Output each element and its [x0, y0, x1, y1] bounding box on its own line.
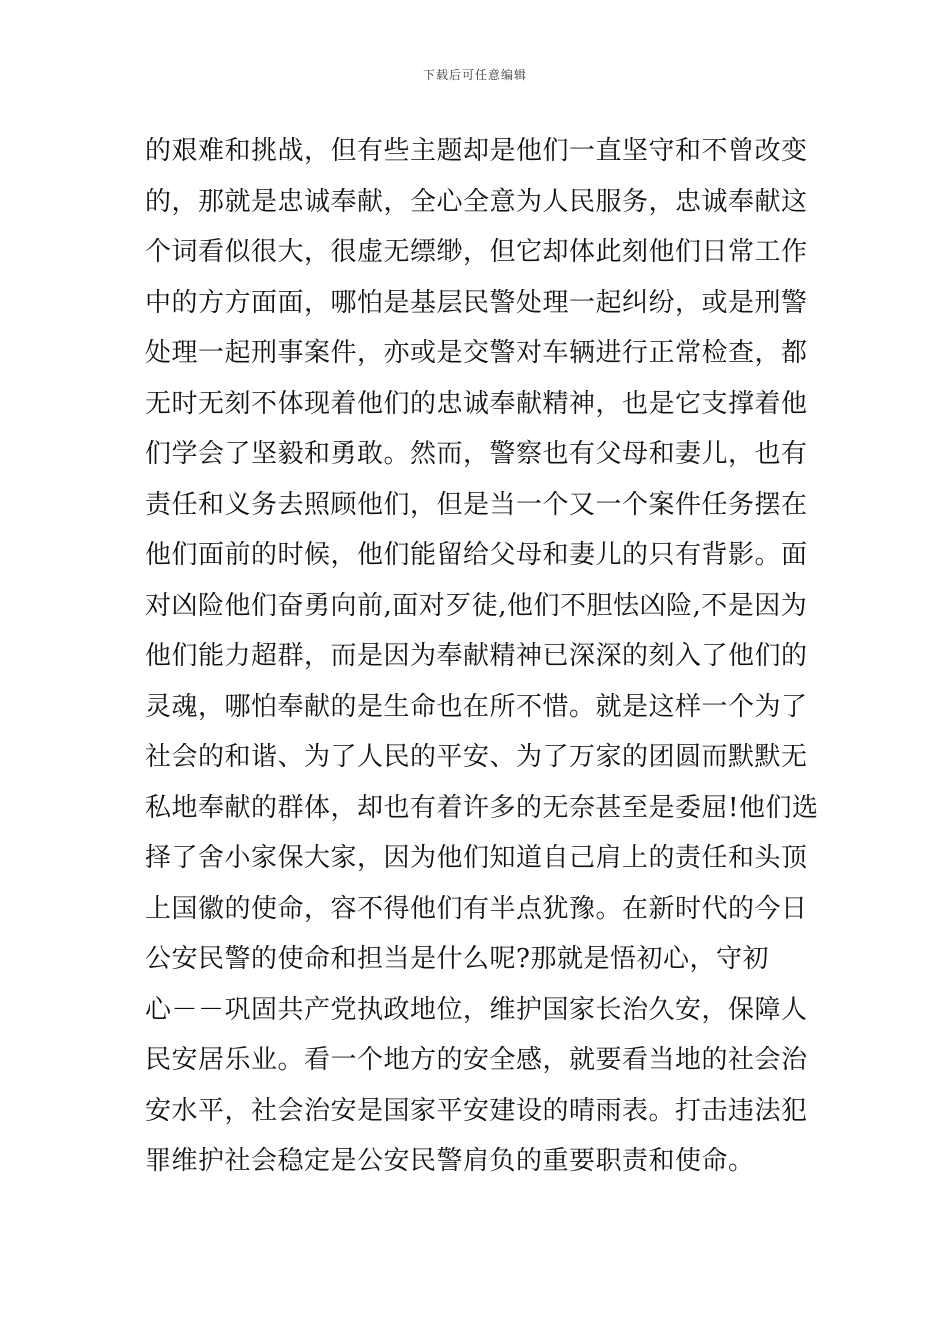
text-line: 择了舍小家保大家，因为他们知道自己肩上的责任和头顶 — [145, 843, 808, 873]
text-line: 他们面前的时候，他们能留给父母和妻儿的只有背影。面 — [145, 540, 808, 570]
text-line: 对凶险他们奋勇向前,面对歹徒,他们不胆怯凶险,不是因为 — [145, 590, 808, 621]
text-line: 中的方方面面，哪怕是基层民警处理一起纠纷，或是刑警 — [145, 287, 808, 318]
text-line: 的艰难和挑战，但有些主题却是他们一直坚守和不曾改变 — [145, 136, 808, 166]
text-line: 责任和义务去照顾他们，但是当一个又一个案件任务摆在 — [145, 489, 808, 520]
text-line: 心－－巩固共产党执政地位，维护国家长治久安，保障人 — [145, 994, 808, 1025]
text-line: 个词看似很大，很虚无缥缈，但它却体此刻他们日常工作 — [145, 237, 808, 267]
text-line: 无时无刻不体现着他们的忠诚奉献精神，也是它支撑着他 — [145, 388, 808, 419]
body-text — [145, 126, 819, 1187]
page-header: 下载后可任意编辑 — [422, 68, 527, 82]
text-line: 他们能力超群，而是因为奉献精神已深深的刻入了他们的 — [145, 641, 808, 671]
text-line: 公安民警的使命和担当是什么呢?那就是悟初心，守初 — [145, 944, 769, 974]
text-line: 们学会了坚毅和勇敢。然而，警察也有父母和妻儿，也有 — [145, 439, 808, 469]
text-line: 处理一起刑事案件，亦或是交警对车辆进行正常检查，都 — [145, 338, 808, 368]
text-line: 罪维护社会稳定是公安民警肩负的重要职责和使命。 — [145, 1146, 755, 1176]
text-line: 上国徽的使命，容不得他们有半点犹豫。在新时代的今日 — [145, 893, 808, 924]
text-line: 社会的和谐、为了人民的平安、为了万家的团圆而默默无 — [145, 742, 808, 772]
text-line: 的，那就是忠诚奉献，全心全意为人民服务，忠诚奉献这 — [145, 186, 808, 217]
text-line: 私地奉献的群体，却也有着许多的无奈甚至是委屈!他们选 — [145, 792, 819, 823]
text-line: 安水平，社会治安是国家平安建设的晴雨表。打击违法犯 — [145, 1095, 808, 1126]
text-line: 民安居乐业。看一个地方的安全感，就要看当地的社会治 — [145, 1045, 808, 1075]
text-line: 灵魂，哪怕奉献的是生命也在所不惜。就是这样一个为了 — [145, 691, 808, 722]
